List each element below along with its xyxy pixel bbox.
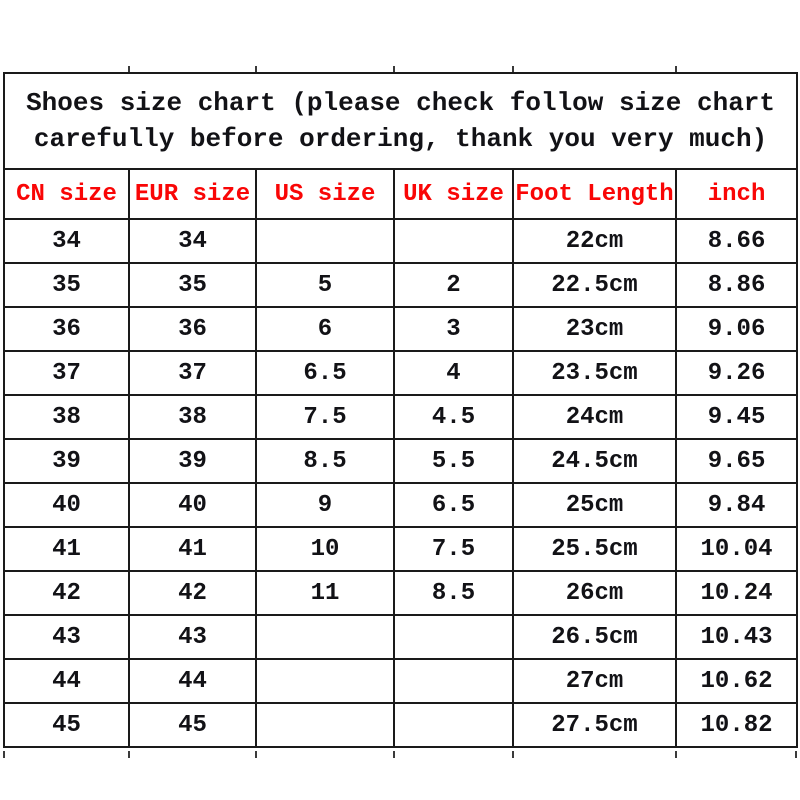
size-cell: 44 (4, 659, 129, 703)
size-cell (394, 659, 513, 703)
size-cell: 10 (256, 527, 394, 571)
column-tick (393, 751, 395, 758)
table-row (4, 703, 797, 747)
size-cell: 22cm (513, 219, 676, 263)
size-cell: 9.84 (676, 483, 797, 527)
column-header-us-size: US size (256, 169, 394, 219)
size-cell (394, 219, 513, 263)
size-cell (256, 615, 394, 659)
size-cell: 39 (4, 439, 129, 483)
size-cell: 8.5 (394, 571, 513, 615)
size-cell: 4.5 (394, 395, 513, 439)
column-header-eur-size: EUR size (129, 169, 256, 219)
size-cell (256, 703, 394, 747)
size-cell: 10.24 (676, 571, 797, 615)
size-cell: 4 (394, 351, 513, 395)
size-cell: 45 (129, 703, 256, 747)
table-row (4, 219, 797, 263)
size-cell: 38 (4, 395, 129, 439)
size-cell: 26cm (513, 571, 676, 615)
size-cell: 42 (4, 571, 129, 615)
size-cell: 40 (4, 483, 129, 527)
size-cell: 45 (4, 703, 129, 747)
table-row (4, 307, 797, 351)
size-cell: 43 (129, 615, 256, 659)
size-cell: 11 (256, 571, 394, 615)
size-cell: 34 (129, 219, 256, 263)
size-cell (256, 659, 394, 703)
size-cell: 7.5 (256, 395, 394, 439)
table-row (4, 527, 797, 571)
column-tick (795, 751, 797, 758)
size-cell: 34 (4, 219, 129, 263)
size-cell: 24.5cm (513, 439, 676, 483)
column-tick (3, 751, 5, 758)
title-row (4, 73, 797, 169)
column-header-inch: inch (676, 169, 797, 219)
size-cell: 37 (129, 351, 256, 395)
size-cell: 27cm (513, 659, 676, 703)
size-cell: 25cm (513, 483, 676, 527)
size-cell: 6 (256, 307, 394, 351)
table-row (4, 263, 797, 307)
size-cell: 44 (129, 659, 256, 703)
table-row (4, 659, 797, 703)
column-header-cn-size: CN size (4, 169, 129, 219)
size-cell: 9 (256, 483, 394, 527)
size-cell: 5 (256, 263, 394, 307)
size-cell: 8.86 (676, 263, 797, 307)
size-cell: 5.5 (394, 439, 513, 483)
size-cell: 10.82 (676, 703, 797, 747)
title-line-1: Shoes size chart (please check follow size chart (26, 88, 775, 118)
size-cell: 42 (129, 571, 256, 615)
size-cell: 10.62 (676, 659, 797, 703)
size-cell: 7.5 (394, 527, 513, 571)
chart-title (4, 73, 797, 169)
column-tick (512, 751, 514, 758)
table-row (4, 483, 797, 527)
size-cell (256, 219, 394, 263)
size-cell: 38 (129, 395, 256, 439)
size-cell: 3 (394, 307, 513, 351)
size-cell: 25.5cm (513, 527, 676, 571)
size-cell: 35 (129, 263, 256, 307)
size-cell: 9.65 (676, 439, 797, 483)
table-row (4, 571, 797, 615)
size-table-body (4, 219, 797, 747)
table-row (4, 351, 797, 395)
size-cell: 43 (4, 615, 129, 659)
column-tick (128, 751, 130, 758)
size-cell: 9.26 (676, 351, 797, 395)
size-cell: 41 (4, 527, 129, 571)
header-row (4, 169, 797, 219)
size-cell: 22.5cm (513, 263, 676, 307)
column-header-uk-size: UK size (394, 169, 513, 219)
size-cell: 23.5cm (513, 351, 676, 395)
column-tick (675, 751, 677, 758)
size-cell: 39 (129, 439, 256, 483)
column-tick (255, 751, 257, 758)
size-cell: 36 (4, 307, 129, 351)
table-row (4, 395, 797, 439)
size-cell: 37 (4, 351, 129, 395)
size-cell (394, 615, 513, 659)
size-cell: 9.06 (676, 307, 797, 351)
size-cell: 40 (129, 483, 256, 527)
title-line-2: carefully before ordering, thank you very much) (33, 124, 768, 154)
size-cell: 27.5cm (513, 703, 676, 747)
size-cell: 6.5 (394, 483, 513, 527)
size-cell (394, 703, 513, 747)
size-table (3, 72, 798, 748)
size-cell: 8.5 (256, 439, 394, 483)
table-row (4, 439, 797, 483)
size-cell: 23cm (513, 307, 676, 351)
size-cell: 8.66 (676, 219, 797, 263)
size-cell: 10.04 (676, 527, 797, 571)
size-cell: 24cm (513, 395, 676, 439)
table-row (4, 615, 797, 659)
size-cell: 26.5cm (513, 615, 676, 659)
size-cell: 35 (4, 263, 129, 307)
size-cell: 6.5 (256, 351, 394, 395)
column-header-foot-length: Foot Length (513, 169, 676, 219)
size-cell: 2 (394, 263, 513, 307)
size-cell: 9.45 (676, 395, 797, 439)
size-cell: 10.43 (676, 615, 797, 659)
size-cell: 36 (129, 307, 256, 351)
size-cell: 41 (129, 527, 256, 571)
size-table-wrapper (3, 72, 798, 748)
